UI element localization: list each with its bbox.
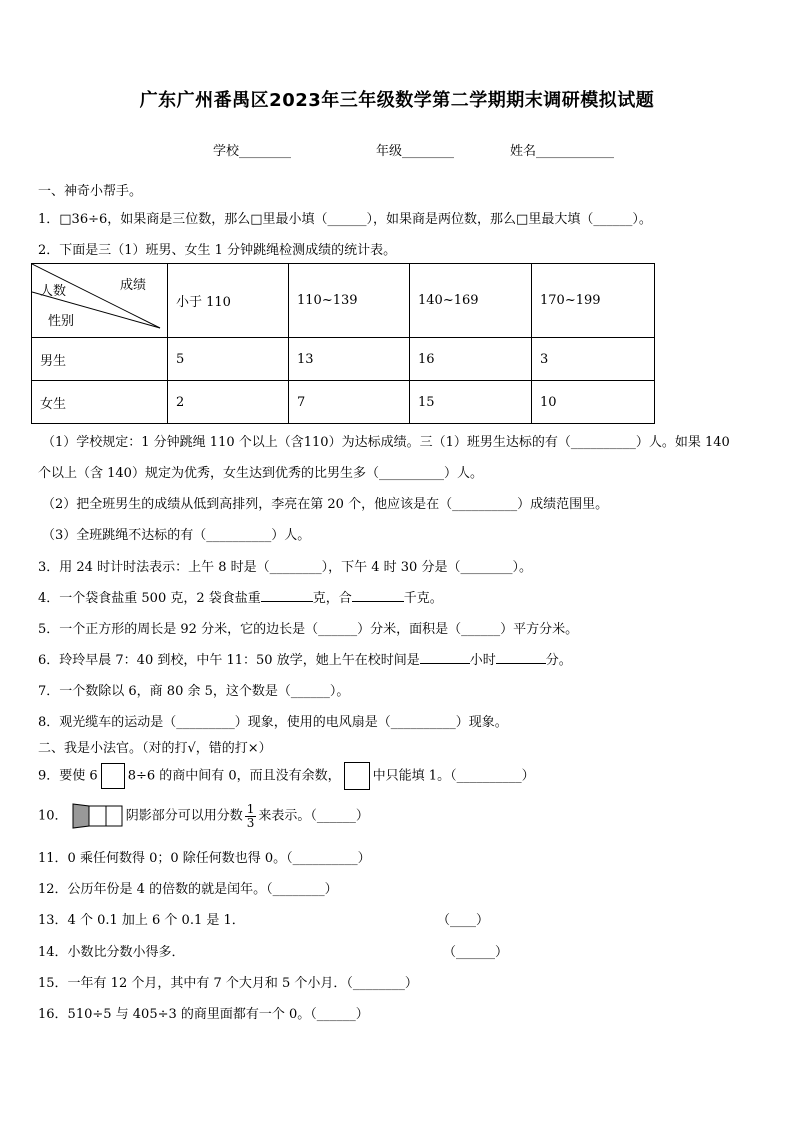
table-cell: 7 <box>289 381 410 424</box>
question-2-2: （2）把全班男生的成绩从低到高排列，李亮在第 20 个，他应该是在（__________）成绩范围里。 <box>42 497 609 512</box>
table-row-label: 男生 <box>32 338 168 381</box>
question-14-answer: （______） <box>443 945 509 960</box>
question-12: 12．公历年份是 4 的倍数的就是闰年。（________） <box>38 882 338 897</box>
question-9 <box>38 762 535 790</box>
answer-blank[interactable] <box>420 650 470 664</box>
question-4 <box>38 587 443 606</box>
question-14: 14．小数比分数小得多． <box>38 945 185 960</box>
fraction-denominator: 3 <box>246 815 255 830</box>
grade-field: 年级________ <box>376 144 455 159</box>
section-1-heading: 一、神奇小帮手。 <box>38 184 143 199</box>
question-2-1b: 个以上（含 140）规定为优秀，女生达到优秀的比男生多（__________）人。 <box>38 466 483 481</box>
table-cell: 13 <box>289 338 410 381</box>
blank-box[interactable] <box>101 763 125 789</box>
section-2-heading: 二、我是小法官。（对的打√，错的打×） <box>38 741 272 756</box>
table-cell: 16 <box>410 338 532 381</box>
question-13: 13．4 个 0.1 加上 6 个 0.1 是 1． <box>38 913 245 928</box>
q10-text-b: 阴影部分可以用分数 <box>125 808 243 824</box>
question-3: 3．用 24 时计时法表示：上午 8 时是（________），下午 4 时 30 分是（________）。 <box>38 560 532 575</box>
school-field: 学校________ <box>213 144 292 159</box>
table-cell: 15 <box>410 381 532 424</box>
fraction-numerator: 1 <box>246 801 255 816</box>
question-2: 2．下面是三（1）班男、女生 1 分钟跳绳检测成绩的统计表。 <box>38 243 397 258</box>
q9-text-a: 9．要使 6 <box>38 768 98 784</box>
table-cell: 2 <box>168 381 289 424</box>
question-13-answer: （____） <box>437 913 490 928</box>
table-col-header: 140~169 <box>410 264 532 338</box>
table-row <box>32 381 655 424</box>
table-col-header: 小于 110 <box>168 264 289 338</box>
corner-count-label: 人数 <box>40 284 67 299</box>
table-col-header: 170~199 <box>532 264 655 338</box>
question-10 <box>38 802 369 830</box>
question-2-3: （3）全班跳绳不达标的有（__________）人。 <box>42 528 311 543</box>
q4-text-b: 克，合 <box>312 591 352 606</box>
answer-blank[interactable] <box>352 588 404 602</box>
table-cell: 3 <box>532 338 655 381</box>
stats-table <box>31 263 655 424</box>
question-6 <box>38 649 572 668</box>
table-row-label: 女生 <box>32 381 168 424</box>
page-title: 广东广州番禺区2023年三年级数学第二学期期末调研模拟试题 <box>139 90 655 111</box>
question-7: 7．一个数除以 6，商 80 余 5，这个数是（______）。 <box>38 684 350 699</box>
question-2-1a: （1）学校规定：1 分钟跳绳 110 个以上（含110）为达标成绩。三（1）班男生达标的有（__________）人。如果 140 <box>42 435 730 450</box>
name-field: 姓名____________ <box>510 144 615 159</box>
question-1: 1．□36÷6，如果商是三位数，那么□里最小填（______），如果商是两位数，那么□里最大填（______）。 <box>38 212 652 227</box>
q9-text-b: 8÷6 的商中间有 0，而且没有余数， <box>127 768 341 784</box>
fraction-shape-figure <box>72 802 124 830</box>
table-header-row <box>32 264 655 338</box>
table-col-header: 110~139 <box>289 264 410 338</box>
table-corner-cell <box>32 264 168 338</box>
question-8: 8．观光缆车的运动是（_________）现象，使用的电风扇是（__________）现象。 <box>38 715 508 730</box>
corner-score-label: 成绩 <box>120 278 147 293</box>
fraction-one-third <box>245 803 257 830</box>
q6-text-c: 分。 <box>545 653 572 668</box>
corner-gender-label: 性别 <box>48 314 75 329</box>
table-row <box>32 338 655 381</box>
question-16: 16．510÷5 与 405÷3 的商里面都有一个 0。（______） <box>38 1007 369 1022</box>
blank-box[interactable] <box>344 762 370 790</box>
question-11: 11．0 乘任何数得 0；0 除任何数也得 0。（__________） <box>38 851 371 866</box>
question-5: 5．一个正方形的周长是 92 分米，它的边长是（______）分米，面积是（______）平方分米。 <box>38 622 579 637</box>
question-15: 15．一年有 12 个月，其中有 7 个大月和 5 个小月．（________） <box>38 976 418 991</box>
q4-text-a: 4．一个袋食盐重 500 克，2 袋食盐重 <box>38 591 261 606</box>
q6-text-a: 6．玲玲早晨 7：40 到校，中午 11：50 放学，她上午在校时间是 <box>38 653 420 668</box>
table-cell: 5 <box>168 338 289 381</box>
answer-blank[interactable] <box>261 588 313 602</box>
q9-text-c: 中只能填 1。（__________） <box>372 768 535 784</box>
q4-text-c: 千克。 <box>403 591 443 606</box>
table-cell: 10 <box>532 381 655 424</box>
answer-blank[interactable] <box>496 650 546 664</box>
q10-text-a: 10． <box>38 808 68 824</box>
q10-text-c: 来表示。（______） <box>258 808 369 824</box>
q6-text-b: 小时 <box>469 653 496 668</box>
